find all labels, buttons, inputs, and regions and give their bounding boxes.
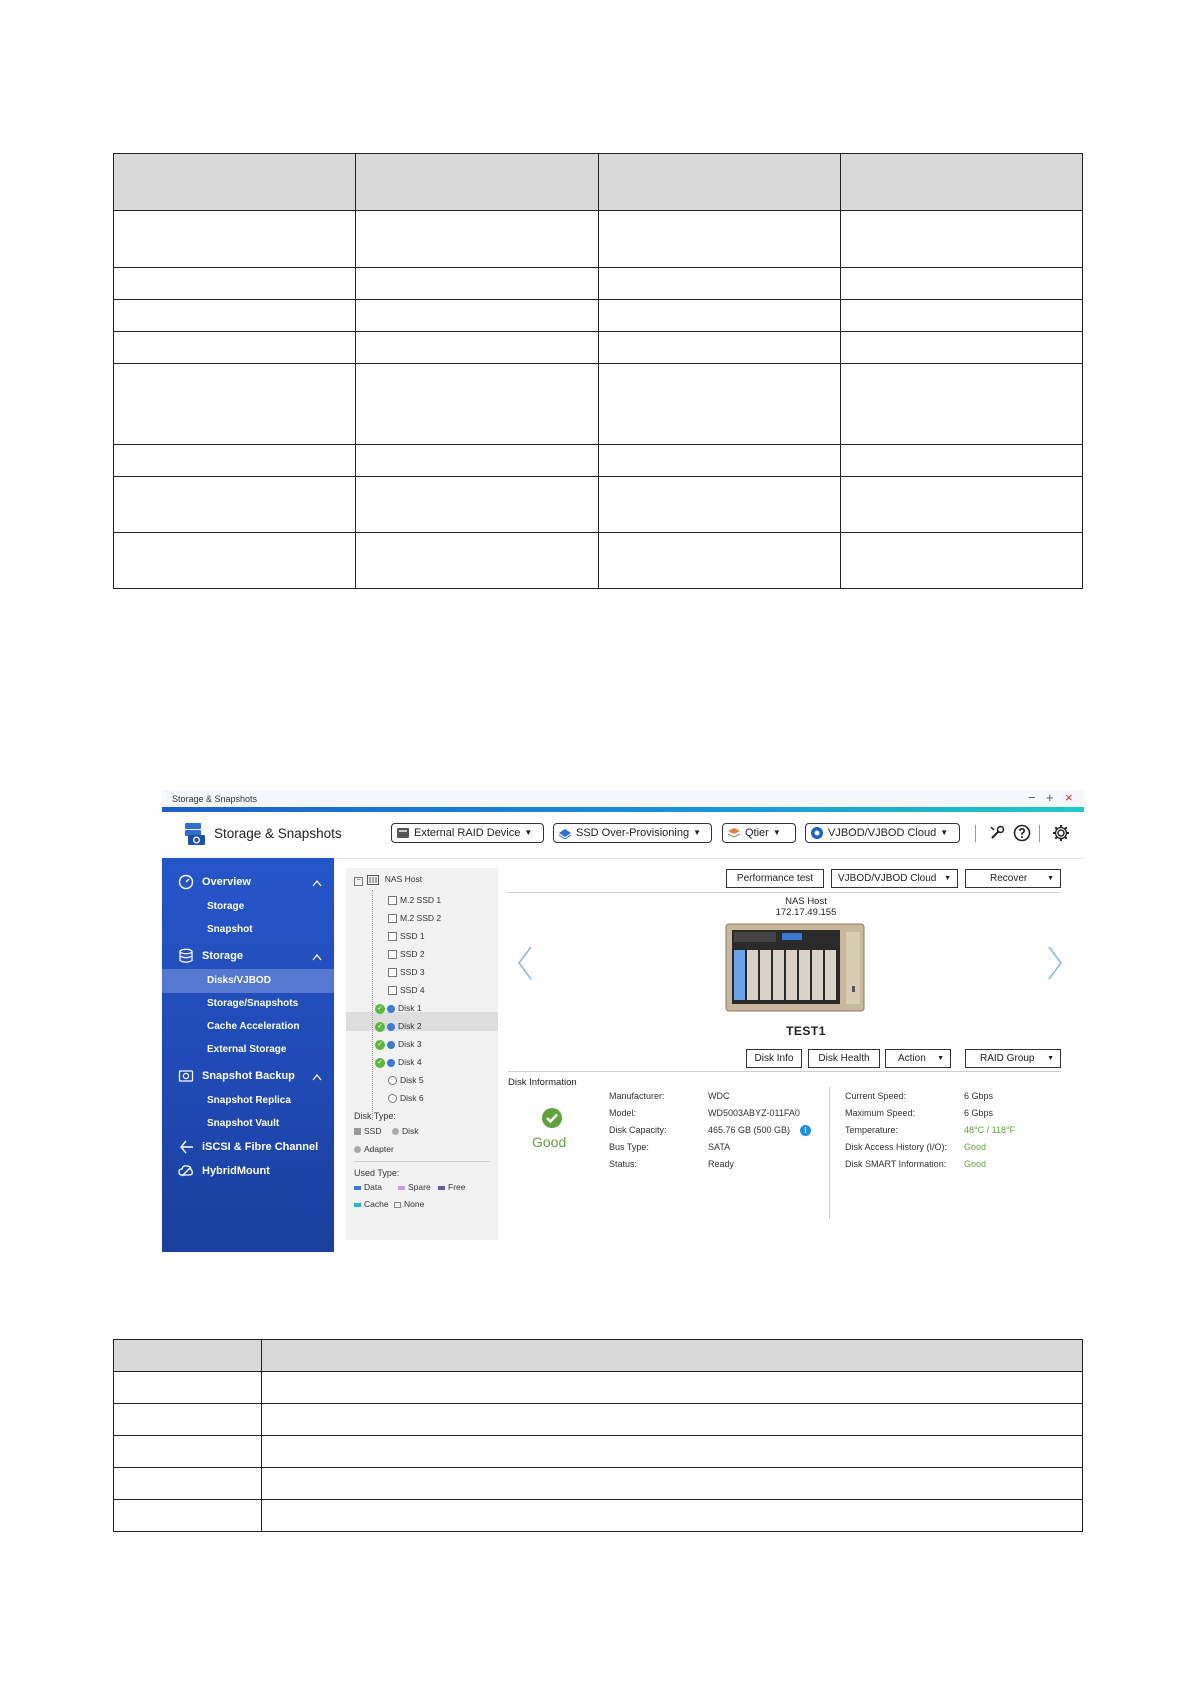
legend-free <box>438 1182 465 1192</box>
table-cell <box>840 533 1082 589</box>
table-cell <box>598 477 840 533</box>
table-cell <box>356 364 598 445</box>
legend-label: Spare <box>408 1182 431 1192</box>
ssd-icon <box>558 827 572 839</box>
table-cell <box>114 477 356 533</box>
tree-item[interactable] <box>388 1075 424 1085</box>
info-label: Manufacturer: <box>609 1091 665 1101</box>
check-circle-icon: ✓ <box>375 1058 385 1068</box>
sidebar-item-storage-overview[interactable]: Storage <box>207 901 245 912</box>
tree-item[interactable] <box>388 931 425 941</box>
window-titlebar <box>162 790 1084 807</box>
iscsi-icon <box>178 1139 194 1155</box>
disk-tree-panel <box>346 868 498 1240</box>
table-cell <box>356 268 598 300</box>
tree-item[interactable] <box>375 1039 422 1050</box>
performance-test-button[interactable] <box>726 869 824 888</box>
table-cell <box>598 268 840 300</box>
chevron-right-icon[interactable] <box>1047 945 1063 981</box>
external-raid-device-label: External RAID Device <box>414 827 521 839</box>
legend-data <box>354 1182 382 1192</box>
disk-health-button[interactable] <box>808 1049 880 1068</box>
performance-test-label: Performance test <box>736 873 814 884</box>
tree-item-label: SSD 3 <box>400 967 425 977</box>
legend-disk <box>392 1126 419 1136</box>
sidebar-item-snapshot[interactable]: Snapshot <box>207 924 253 935</box>
sidebar-item-snapshot-vault[interactable]: Snapshot Vault <box>207 1118 280 1129</box>
table-cell <box>840 211 1082 268</box>
table-cell <box>356 445 598 477</box>
check-circle-icon: ✓ <box>375 1004 385 1014</box>
device-label: NAS Host <box>785 896 827 907</box>
tree-root-nas-host[interactable] <box>354 874 422 886</box>
help-icon[interactable] <box>1013 824 1031 842</box>
info-label: Current Speed: <box>845 1091 907 1101</box>
close-button[interactable]: × <box>1065 790 1073 805</box>
recover-button[interactable] <box>965 869 1061 888</box>
legend-swatch <box>354 1128 361 1135</box>
check-circle-icon: ✓ <box>375 1040 385 1050</box>
legend-label: Free <box>448 1182 466 1192</box>
table-cell <box>840 445 1082 477</box>
legend-label: SSD <box>364 1126 382 1136</box>
tools-icon[interactable] <box>988 824 1006 842</box>
disk-health-label: Disk Health <box>818 1053 870 1064</box>
disk-info-button[interactable] <box>746 1049 802 1068</box>
document-table-top <box>113 153 1083 589</box>
table-cell <box>356 533 598 589</box>
info-value: SATA <box>708 1142 731 1152</box>
caret-down-icon: ▼ <box>524 828 533 837</box>
tree-item-label: SSD 1 <box>400 931 425 941</box>
ssd-over-provisioning-label: SSD Over-Provisioning <box>576 827 690 839</box>
caret-down-icon: ▼ <box>1047 875 1054 882</box>
tree-item[interactable] <box>388 949 425 959</box>
legend-swatch <box>394 1202 401 1208</box>
info-value: WDC <box>708 1091 730 1101</box>
info-value: 6 Gbps <box>964 1108 994 1118</box>
disk-empty-icon <box>388 1076 397 1085</box>
info-value-access-history: Good <box>964 1142 987 1152</box>
table-cell <box>840 268 1082 300</box>
table-cell <box>262 1436 1083 1468</box>
chevron-up-icon[interactable] <box>312 879 322 887</box>
maximize-button[interactable]: + <box>1046 790 1054 805</box>
legend-label: None <box>404 1199 425 1209</box>
table-cell <box>262 1404 1083 1436</box>
toolbar-divider <box>1039 825 1040 842</box>
sidebar-item-storage[interactable]: Storage <box>202 950 243 962</box>
info-label: Status: <box>609 1159 638 1169</box>
tree-selection-highlight <box>346 1012 498 1031</box>
ssd-slot-icon <box>388 986 397 995</box>
tree-item-label: Disk 3 <box>398 1039 422 1049</box>
legend-none <box>394 1199 424 1209</box>
window-title: Storage & Snapshots <box>172 794 258 804</box>
toolbar <box>162 812 1084 859</box>
sidebar-item-external-storage[interactable]: External Storage <box>207 1044 287 1055</box>
qtier-label: Qtier <box>745 827 769 839</box>
status-good-icon <box>541 1107 563 1129</box>
table-cell <box>598 445 840 477</box>
info-icon[interactable]: i <box>800 1125 811 1136</box>
table-cell <box>114 268 356 300</box>
device-ip: 172.17.49.155 <box>775 907 837 918</box>
nas-icon <box>367 875 379 885</box>
legend-swatch <box>392 1128 399 1135</box>
info-value-temperature: 48°C / 118°F <box>964 1125 1016 1135</box>
vjbod-cloud-action-label: VJBOD/VJBOD Cloud <box>838 873 937 884</box>
table-cell <box>262 1372 1083 1404</box>
info-label: Temperature: <box>845 1125 899 1135</box>
table-cell <box>114 445 356 477</box>
table-cell <box>598 364 840 445</box>
legend-label: Cache <box>364 1199 389 1209</box>
tree-item[interactable] <box>388 913 441 923</box>
legend-spare <box>398 1182 431 1192</box>
recover-label: Recover <box>990 873 1028 884</box>
table-cell <box>598 332 840 364</box>
collapse-icon[interactable]: − <box>354 877 363 886</box>
table-cell <box>114 300 356 332</box>
qtier-button[interactable] <box>722 823 796 843</box>
disk-status-text: Good <box>532 1134 567 1150</box>
caret-down-icon: ▼ <box>937 1055 944 1062</box>
table-cell <box>114 1404 262 1436</box>
table-cell <box>114 154 356 211</box>
legend-adapter <box>354 1144 394 1154</box>
legend-divider <box>354 1161 490 1162</box>
legend-swatch <box>354 1146 361 1153</box>
vjbod-cloud-label: VJBOD/VJBOD Cloud <box>828 827 937 839</box>
raid-group-label: RAID Group <box>980 1053 1035 1064</box>
table-cell <box>840 154 1082 211</box>
ssd-slot-icon <box>388 950 397 959</box>
table-cell <box>114 332 356 364</box>
tree-connector <box>372 890 373 1120</box>
tree-item-label: Disk 2 <box>398 1021 422 1031</box>
qtier-icon <box>727 827 741 839</box>
sidebar-item-hybridmount[interactable]: HybridMount <box>202 1165 270 1177</box>
table-cell <box>840 300 1082 332</box>
nas-device-image <box>722 920 870 1017</box>
info-value: 6 Gbps <box>964 1091 994 1101</box>
ssd-slot-icon <box>388 932 397 941</box>
table-cell <box>114 1436 262 1468</box>
vjbod-icon <box>810 826 824 840</box>
storage-app-icon <box>184 822 206 846</box>
tree-item-selected[interactable] <box>375 1003 422 1014</box>
disk-data-icon <box>387 1005 395 1013</box>
chevron-left-icon[interactable] <box>517 945 533 981</box>
tree-item-label: SSD 2 <box>400 949 425 959</box>
gear-icon[interactable] <box>1052 824 1070 842</box>
disk-data-icon <box>387 1041 395 1049</box>
tree-item-label: M.2 SSD 1 <box>400 895 442 905</box>
caret-down-icon: ▼ <box>772 828 781 837</box>
overview-icon <box>178 874 194 890</box>
table-cell <box>114 533 356 589</box>
legend-label: Disk <box>402 1126 419 1136</box>
device-name: TEST1 <box>786 1024 826 1038</box>
tree-item[interactable] <box>375 1021 422 1032</box>
ssd-slot-icon <box>388 968 397 977</box>
disk-type-heading: Disk Type: <box>354 1111 396 1121</box>
sidebar-item-disks-vjbod[interactable]: Disks/VJBOD <box>207 975 271 986</box>
legend-ssd <box>354 1126 381 1136</box>
info-label: Disk Capacity: <box>609 1125 667 1135</box>
table-cell <box>262 1468 1083 1500</box>
table-cell <box>262 1340 1083 1372</box>
divider <box>508 1071 1061 1072</box>
info-value: Ready <box>708 1159 735 1169</box>
snapshot-backup-icon <box>178 1068 194 1084</box>
table-cell <box>598 533 840 589</box>
document-table-bottom <box>113 1339 1083 1532</box>
external-raid-device-button[interactable] <box>391 823 544 843</box>
sidebar-item-cache-acceleration[interactable]: Cache Acceleration <box>207 1021 300 1032</box>
table-cell <box>598 154 840 211</box>
table-cell <box>114 1500 262 1532</box>
raid-group-button[interactable] <box>965 1049 1061 1068</box>
table-cell <box>114 1468 262 1500</box>
legend-swatch <box>354 1186 361 1190</box>
info-label: Model: <box>609 1108 637 1118</box>
disk-data-icon <box>387 1023 395 1031</box>
tree-item[interactable] <box>388 967 425 977</box>
sidebar-item-storage-snapshots[interactable]: Storage/Snapshots <box>207 998 299 1009</box>
toolbar-divider <box>975 825 976 842</box>
tree-root-label: NAS Host <box>384 874 423 884</box>
info-label: Disk SMART Information: <box>845 1159 947 1169</box>
caret-down-icon: ▼ <box>940 828 949 837</box>
legend-label: Data <box>364 1182 382 1192</box>
table-cell <box>598 211 840 268</box>
info-column-divider <box>829 1087 830 1219</box>
tree-item[interactable] <box>375 1057 422 1068</box>
legend-swatch <box>354 1203 361 1207</box>
tree-item[interactable] <box>388 1093 424 1103</box>
action-label: Action <box>898 1053 926 1064</box>
table-cell <box>356 477 598 533</box>
table-cell <box>356 154 598 211</box>
table-cell <box>114 1340 262 1372</box>
sidebar-item-snapshot-replica[interactable]: Snapshot Replica <box>207 1095 291 1106</box>
tree-item-label: Disk 6 <box>400 1093 424 1103</box>
disk-data-icon <box>387 1059 395 1067</box>
tree-item[interactable] <box>388 985 425 995</box>
table-cell <box>114 1372 262 1404</box>
table-cell <box>598 300 840 332</box>
table-cell <box>356 211 598 268</box>
caret-down-icon: ▼ <box>693 828 702 837</box>
info-label: Maximum Speed: <box>845 1108 916 1118</box>
raid-device-icon <box>396 827 410 839</box>
tree-item-label: M.2 SSD 2 <box>400 913 442 923</box>
legend-label: Adapter <box>364 1144 394 1154</box>
caret-down-icon: ▼ <box>1047 1055 1054 1062</box>
ssd-slot-icon <box>388 896 397 905</box>
caret-down-icon: ▼ <box>944 875 951 882</box>
storage-icon <box>178 948 194 964</box>
disk-empty-icon <box>388 1094 397 1103</box>
minimize-button[interactable]: − <box>1028 790 1036 805</box>
info-value: WD5003ABYZ-011FA0 <box>708 1108 800 1118</box>
disk-info-label: Disk Info <box>754 1053 794 1064</box>
hybridmount-icon <box>178 1163 194 1179</box>
vjbod-cloud-button[interactable] <box>805 823 960 843</box>
tree-item-label: Disk 5 <box>400 1075 424 1085</box>
table-cell <box>840 364 1082 445</box>
info-label: Bus Type: <box>609 1142 649 1152</box>
sidebar <box>162 858 334 1252</box>
ssd-over-provisioning-button[interactable] <box>553 823 712 843</box>
legend-swatch <box>438 1186 445 1190</box>
sidebar-item-snapshot-backup[interactable]: Snapshot Backup <box>202 1070 295 1082</box>
check-circle-icon: ✓ <box>375 1022 385 1032</box>
tree-item-label: SSD 4 <box>400 985 425 995</box>
info-value: 465.76 GB (500 GB) <box>708 1125 791 1135</box>
legend-cache <box>354 1199 389 1209</box>
tree-item-label: Disk 1 <box>398 1003 422 1013</box>
table-cell <box>356 332 598 364</box>
app-title: Storage & Snapshots <box>214 826 342 841</box>
info-value-smart: Good <box>964 1159 987 1169</box>
tree-item[interactable] <box>388 895 441 905</box>
table-cell <box>114 364 356 445</box>
sidebar-item-iscsi-fibre-channel[interactable]: iSCSI & Fibre Channel <box>202 1141 319 1153</box>
table-cell <box>114 211 356 268</box>
table-cell <box>262 1500 1083 1532</box>
divider <box>508 892 1061 893</box>
used-type-heading: Used Type: <box>354 1168 400 1178</box>
vjbod-cloud-action-button[interactable] <box>831 869 958 888</box>
ssd-slot-icon <box>388 914 397 923</box>
table-cell <box>840 477 1082 533</box>
chevron-up-icon[interactable] <box>312 1073 322 1081</box>
legend-swatch <box>398 1186 405 1190</box>
sidebar-item-overview[interactable]: Overview <box>202 876 251 888</box>
chevron-up-icon[interactable] <box>312 953 322 961</box>
storage-snapshots-window <box>162 790 1084 1252</box>
table-cell <box>840 332 1082 364</box>
tree-item-label: Disk 4 <box>398 1057 422 1067</box>
info-label: Disk Access History (I/O): <box>845 1142 948 1152</box>
action-button[interactable] <box>885 1049 951 1068</box>
disk-information-heading: Disk Information <box>508 1077 577 1088</box>
table-cell <box>356 300 598 332</box>
